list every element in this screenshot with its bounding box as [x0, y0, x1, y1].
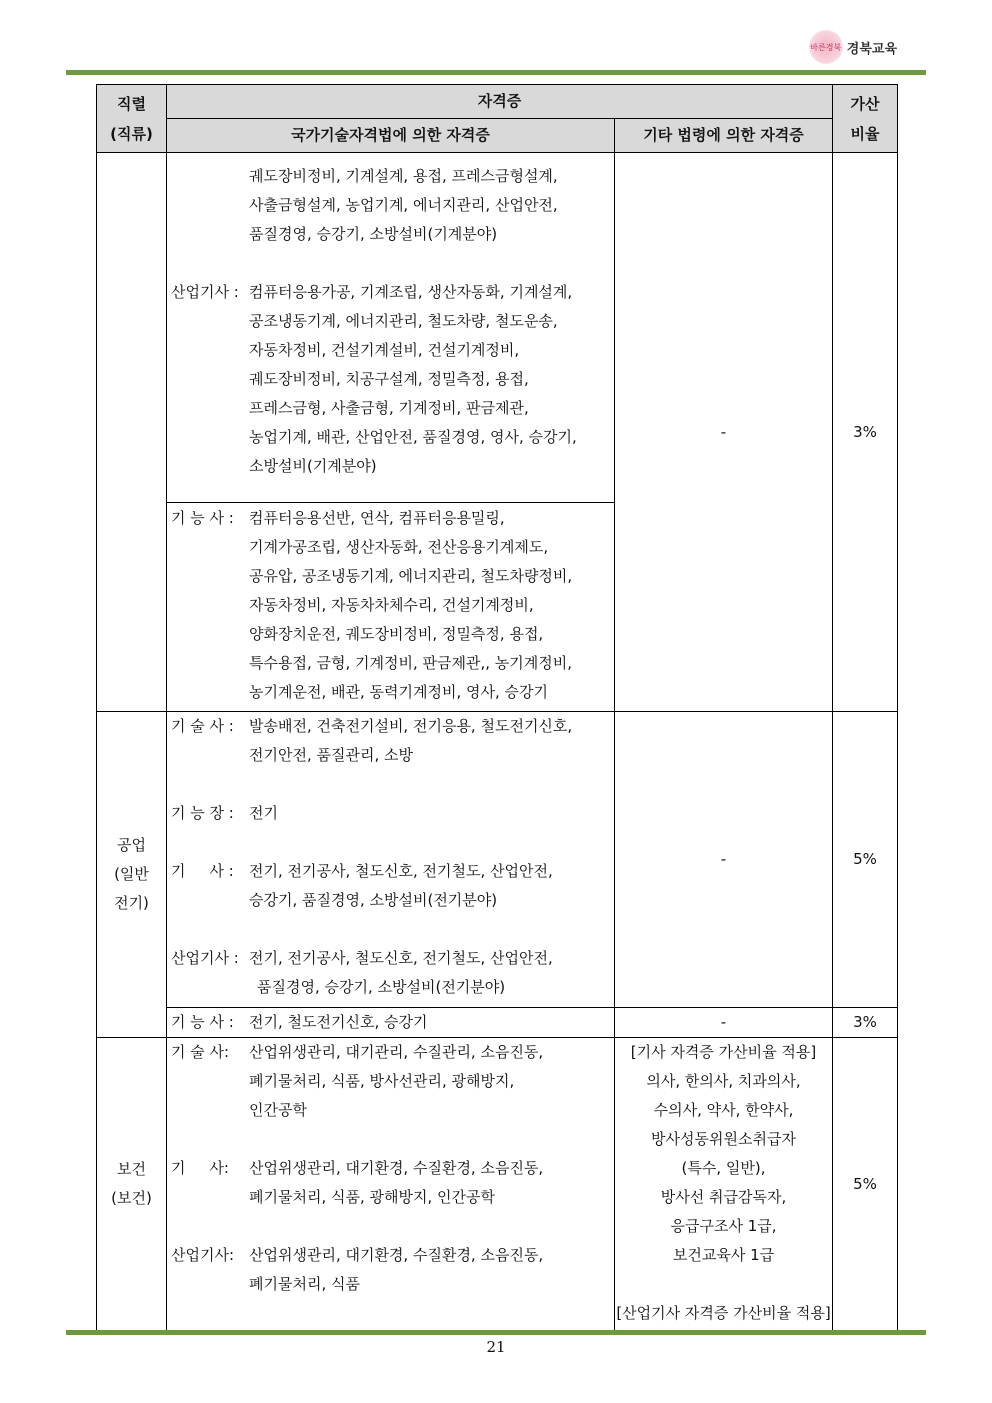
national-cell — [167, 712, 615, 1008]
footer-rule — [66, 1330, 926, 1335]
header-logo — [809, 30, 897, 64]
page-number: 21 — [486, 1338, 506, 1356]
list-item: 기 능 장 : 전기 — [171, 804, 278, 822]
national-cell — [167, 153, 615, 503]
list-item: 산업기사 : 전기, 전기공사, 철도신호, 전기철도, 산업안전, 품질경영, 승강기, 소방설비(전기분야) — [171, 949, 553, 996]
list-item: 기 능 사 : 컴퓨터응용선반, 연삭, 컴퓨터응용밀링, 기계가공조립, 생산자동화, 전산응용기계제도, 공유압, 공조냉동기계, 에너지관리, 철도차량정비, 자동차정비, 자동차차체수리, 건설기계정비, 양화장치운전, 궤도장비정비, 정밀측정, 용접, 특수용접, 금형, 기계정비, 판금제관,, 농기계정비, 농기계운전, 배관, 동력기계정비, 영사, 승강기 — [171, 509, 573, 701]
rate-cell: 5% — [833, 1038, 898, 1331]
header-other: 기타 법령에 의한 자격증 — [615, 119, 833, 153]
table-row — [97, 1008, 898, 1038]
table-row — [97, 712, 898, 1008]
national-cell — [167, 503, 615, 712]
rate-cell: 5% — [833, 712, 898, 1008]
national-cell — [167, 1038, 615, 1331]
header-rule — [66, 70, 926, 75]
logo-emblem-icon: 바른경북 — [809, 30, 843, 64]
logo-text: 경북교육 — [846, 41, 897, 57]
list-item: 기 사: 산업위생관리, 대기환경, 수질환경, 소음진동, 폐기물처리, 식품, 광해방지, 인간공학 — [171, 1159, 544, 1206]
header-national: 국가기술자격법에 의한 자격증 — [167, 119, 615, 153]
list-item: 산업기사: 산업위생관리, 대기환경, 수질환경, 소음진동, 폐기물처리, 식품 — [171, 1246, 544, 1293]
national-cell — [167, 1008, 615, 1038]
other-cell: - — [615, 1008, 833, 1038]
table-header-row-1 — [97, 85, 898, 119]
other-cell: [기사 자격증 가산비율 적용] 의사, 한의사, 치과의사, 수의사, 약사, 한약사, 방사성동위원소취급자 (특수, 일반), 방사선 취급감독자, 응급구조사 1급, 보건교육사 1급 [산업기사 자격증 가산비율 적용] — [615, 1038, 833, 1331]
header-job: 직렬 (직류) — [97, 85, 167, 153]
table-row — [97, 1038, 898, 1331]
category-health: 보건 (보건) — [97, 1038, 167, 1331]
continued-list: 궤도장비정비, 기계설계, 용접, 프레스금형설계, 사출금형설계, 농업기계, 에너지관리, 산업안전, 품질경영, 승강기, 소방설비(기계분야) — [249, 167, 558, 243]
rate-cell: 3% — [833, 1008, 898, 1038]
table-header-row-2 — [97, 119, 898, 153]
list-item: 기 능 사 : 전기, 철도전기신호, 승강기 — [171, 1013, 428, 1031]
header-cert: 자격증 — [167, 85, 833, 119]
list-item: 산업기사 : 컴퓨터응용가공, 기계조립, 생산자동화, 기계설계, 공조냉동기계, 에너지관리, 철도차량, 철도운송, 자동차정비, 건설기계설비, 건설기계정비, 궤도장비정비, 치공구설계, 정밀측정, 용접, 프레스금형, 사출금형, 기계정비, 판금제관, 농업기계, 배관, 산업안전, 품질경영, 영사, 승강기, 소방설비(기계분야) — [171, 283, 577, 475]
list-item: 기 술 사 : 발송배전, 건축전기설비, 전기응용, 철도전기신호, 전기안전, 품질관리, 소방 — [171, 717, 573, 764]
header-rate: 가산 비율 — [833, 85, 898, 153]
certificate-table — [96, 84, 898, 1331]
list-item: 기 사 : 전기, 전기공사, 철도신호, 전기철도, 산업안전, 승강기, 품질경영, 소방설비(전기분야) — [171, 862, 553, 909]
rate-cell: 3% — [833, 153, 898, 712]
other-cell: - — [615, 153, 833, 712]
category-cell-empty — [97, 153, 167, 712]
table-row — [97, 153, 898, 503]
category-electric: 공업 (일반 전기) — [97, 712, 167, 1038]
list-item: 기 술 사: 산업위생관리, 대기관리, 수질관리, 소음진동, 폐기물처리, 식품, 방사선관리, 광해방지, 인간공학 — [171, 1043, 544, 1119]
other-cell: - — [615, 712, 833, 1008]
